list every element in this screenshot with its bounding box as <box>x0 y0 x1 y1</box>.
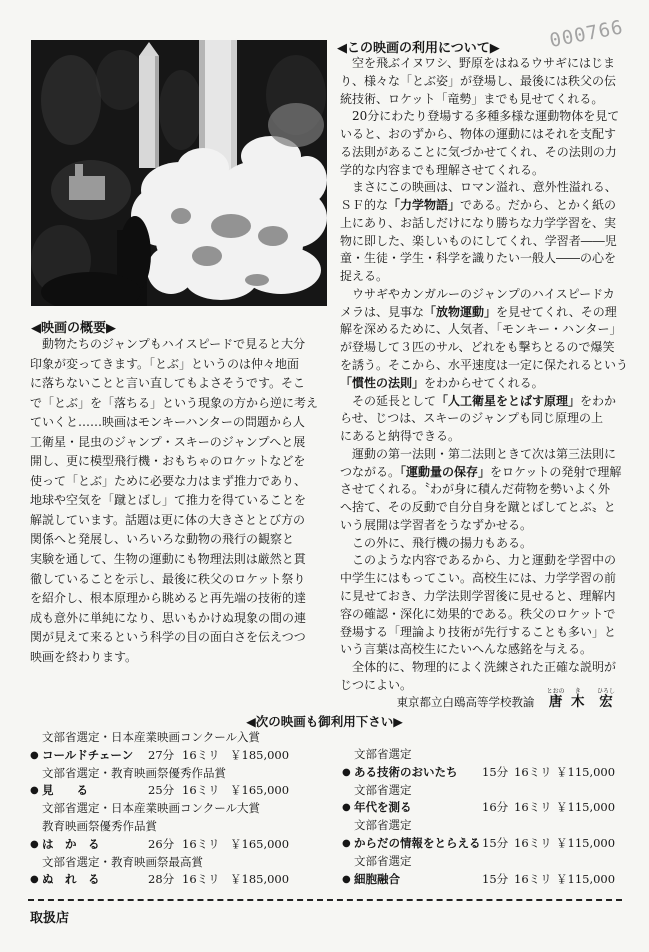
text-line: 徹していることを示し、最後に秩父のロケット祭り <box>30 571 306 586</box>
film-title: 見 る <box>42 783 88 798</box>
text-line: 捉える。 <box>340 269 389 284</box>
film-title: ぬ れ る <box>42 872 100 887</box>
text-line: 登場する「理論より技術が先行することも多い」と <box>340 624 617 639</box>
film-price: ￥115,000 <box>556 835 616 850</box>
text-line: 物に即した、楽しいものにしてくれ、学習者――児 <box>340 233 617 248</box>
text-line: 容の確認・深化に効果的である。秩父のロケットで <box>340 606 616 621</box>
rocket-launch-photo <box>31 40 327 306</box>
text-line: じつによい。 <box>340 677 413 692</box>
film-title: からだの情報をとらえる <box>354 835 481 850</box>
text-segment: をロケットの発射で理解 <box>490 464 622 479</box>
bullet-icon: ● <box>30 785 39 797</box>
text-line: 成も意外に単純になり、思いもかけぬ現象の間の連 <box>30 610 307 625</box>
film-title: は か る <box>42 836 100 851</box>
text-line: いう展開は学習者をうなずかせる。 <box>340 517 533 532</box>
film-duration: 28分 <box>148 872 175 887</box>
ruby-reading: ひろし <box>596 688 615 695</box>
text-line: 使って「とぶ」ために必要な力はまず推力であり、 <box>30 473 307 488</box>
bullet-icon: ● <box>30 749 39 761</box>
author-name <box>543 688 615 710</box>
film-price: ￥185,000 <box>230 872 290 887</box>
bullet-icon: ● <box>342 802 351 814</box>
text-line: 解説しています。話題は更に体の大きさととび方の <box>30 512 306 527</box>
text-line: 映画を終わります。 <box>30 649 138 664</box>
author-name-char: 宏ひろし <box>596 688 615 710</box>
text-line: 童・生徒・学生・科学を識りたい一般人――の心を <box>340 251 617 266</box>
text-segment: をわからせてくれる。 <box>424 375 544 390</box>
text-segment: である。だから、とかく紙の <box>460 198 617 213</box>
text-line: 統技術、ロケット「竜勢」までも見せてくれる。 <box>340 91 604 106</box>
text-line <box>340 375 630 393</box>
award-line: 文部省選定・教育映画祭最高賞 <box>42 854 203 869</box>
film-gauge: 16ミリ <box>182 747 220 762</box>
award-line: 文部省選定・教育映画祭優秀作品賞 <box>42 765 226 780</box>
text-segment: つながる。 <box>340 464 401 479</box>
text-line <box>340 304 630 322</box>
dashed-divider <box>28 899 622 901</box>
film-row <box>342 799 632 817</box>
film-row <box>342 835 632 853</box>
text-line: 実験を通して、生物の運動にも物理法則は厳然と貫 <box>30 552 306 567</box>
text-segment: その延長として <box>340 393 437 408</box>
text-line: 20分にわたり登場する多種多様な運動物体を見て <box>340 109 620 124</box>
ruby-reading: き <box>571 688 585 695</box>
film-duration: 15分 <box>482 835 509 850</box>
film-gauge: 16ミリ <box>182 836 220 851</box>
text-line: 運動の第一法則・第二法則ときて次は第三法則に <box>340 446 617 461</box>
film-gauge: 16ミリ <box>182 783 220 798</box>
text-line: らせ、じつは、スキーのジャンプも同じ原理の上 <box>340 411 604 426</box>
text-line: に落ちないことと言い直してもよさそうです。そこ <box>30 376 306 391</box>
text-line: このような内容であるから、力と運動を学習中の <box>340 553 617 568</box>
award-line: 文部省選定 <box>354 818 412 833</box>
text-segment: を見せてくれ、その理 <box>496 304 617 319</box>
text-line: 工衛星・昆虫のジャンプ・スキーのジャンプへと展 <box>30 434 306 449</box>
film-list-left <box>30 729 330 889</box>
film-price: ￥185,000 <box>230 747 290 762</box>
film-gauge: 16ミリ <box>514 835 552 850</box>
film-gauge: 16ミリ <box>514 800 552 815</box>
text-line <box>340 393 630 411</box>
text-line: で「とぶ」を「落ちる」という現象の方から逆に考え <box>30 395 319 410</box>
author-credit <box>397 688 615 710</box>
text-line: に見せておき、力学法則学習後に見せると、理解内 <box>340 588 616 603</box>
bullet-icon: ● <box>30 874 39 886</box>
ruby-reading: とおの <box>546 688 565 695</box>
text-line: が登場して３匹のサル、どれをも撃ちとるので爆笑 <box>340 340 615 355</box>
award-line: 文部省選定・日本産業映画コンクール入賞 <box>42 730 261 744</box>
text-segment: をわか <box>580 393 617 408</box>
film-price: ￥115,000 <box>556 764 616 779</box>
film-title: ある技術のおいたち <box>354 764 458 779</box>
text-line: 全体的に、物理的によく洗練された正確な説明が <box>340 660 617 675</box>
usage-body <box>340 55 630 695</box>
overview-heading: ◀映画の概要▶ <box>31 321 116 336</box>
film-price: ￥115,000 <box>556 871 616 886</box>
text-line: させてくれる。〝わが身に積んだ荷物を勢いよく外 <box>340 482 611 497</box>
text-line: へ捨て、その反動で自分自身を蹴とばしてとぶ〟と <box>340 500 616 515</box>
text-line: いう言葉は高校生にたいへんな感銘を与える。 <box>340 642 593 657</box>
more-films-heading: ◀次の映画も御利用下さい▶ <box>246 714 403 729</box>
archive-number-stamp: 000766 <box>547 16 626 52</box>
text-line: いると、おのずから、物体の運動にはそれを支配す <box>340 127 617 142</box>
film-row <box>30 836 330 854</box>
emphasized-term: 「運動量の保存」 <box>400 464 491 479</box>
award-line: 文部省選定 <box>354 853 412 868</box>
award-line: 教育映画祭優秀作品賞 <box>42 818 157 833</box>
film-gauge: 16ミリ <box>514 871 552 886</box>
film-row <box>342 764 632 782</box>
film-gauge: 16ミリ <box>514 764 552 779</box>
film-title: 細胞融合 <box>354 871 400 886</box>
text-line: 印象が変ってきます。「とぶ」というのは仲々地面 <box>30 356 300 371</box>
award-line: 文部省選定 <box>354 747 412 761</box>
rocket-body <box>139 42 159 168</box>
award-line: 文部省選定 <box>354 782 412 797</box>
text-line: 関が見えて来るという科学の目の面白さを伝えつつ <box>30 630 306 645</box>
text-line: る法則があることに気づかせてくれ、その法則の力 <box>340 144 617 159</box>
film-duration: 25分 <box>148 783 175 798</box>
bullet-icon: ● <box>30 838 39 850</box>
film-price: ￥115,000 <box>556 800 616 815</box>
text-line: 関係へと発展し、いろいろな動物の飛行の観察と <box>30 532 295 547</box>
text-line: 解を深めるために、人気者、「モンキー・ハンター」 <box>340 322 622 337</box>
film-duration: 26分 <box>148 836 175 851</box>
text-line: 地球や空気を「蹴とばし」て推力を得ていることを <box>30 493 307 508</box>
film-duration: 16分 <box>482 800 509 815</box>
film-row <box>30 871 330 889</box>
author-name-char: 木き <box>571 688 585 710</box>
film-list-right <box>342 746 632 888</box>
text-line: を誘う。そこから、水平速度は一定に保たれるという <box>340 358 629 373</box>
film-title: 年代を測る <box>354 800 412 815</box>
text-line: り、様々な「とぶ姿」が登場し、最後には秩父の伝 <box>340 73 617 88</box>
emphasized-term: 「力学物語」 <box>388 198 461 213</box>
film-price: ￥165,000 <box>230 836 290 851</box>
dealer-label: 取扱店 <box>30 911 70 926</box>
text-segment: ＳＦ的な <box>340 198 389 213</box>
text-line: にあると納得できる。 <box>340 429 461 444</box>
text-line: 開し、更に模型飛行機・おもちゃのロケットなどを <box>30 454 306 469</box>
overview-body <box>30 335 322 667</box>
emphasized-term: 「慣性の法則」 <box>340 375 425 390</box>
text-line: 動物たちのジャンプもハイスピードで見ると大分 <box>30 337 306 351</box>
text-line: まさにこの映画は、ロマン溢れ、意外性溢れる、 <box>340 180 617 195</box>
text-line: この外に、飛行機の揚力もある。 <box>340 535 533 550</box>
film-duration: 15分 <box>482 764 509 779</box>
emphasized-term: 「人工衛星をとばす原理」 <box>436 393 581 408</box>
author-affiliation: 東京都立白鴎高等学校教諭 <box>396 695 535 709</box>
author-name-char: 唐とおの <box>546 688 565 710</box>
upper-right-haze <box>268 103 324 147</box>
bullet-icon: ● <box>342 837 351 849</box>
text-line: 上にあり、お話しだけになり勝ちな力学学習を、実 <box>340 215 617 230</box>
film-gauge: 16ミリ <box>182 872 220 887</box>
film-price: ￥165,000 <box>230 783 290 798</box>
text-line <box>340 197 630 215</box>
text-line: 空を飛ぶイヌワシ、野原をはねるウサギにはじま <box>340 56 616 70</box>
bullet-icon: ● <box>342 766 351 778</box>
bullet-icon: ● <box>342 873 351 885</box>
text-line: 学的な内容までも理解させてくれる。 <box>340 162 545 177</box>
text-line: ウサギやカンガルーのジャンプのハイスピードカ <box>340 286 615 301</box>
text-line: を紹介し、根本原理から眺めると再先端の技術的達 <box>30 591 307 606</box>
usage-heading: ◀この映画の利用について▶ <box>337 41 500 56</box>
film-row <box>342 871 632 889</box>
film-row <box>30 747 330 765</box>
text-line: 中学生にはもってこい。高校生には、力学学習の前 <box>340 571 617 586</box>
film-title: コールドチェーン <box>42 747 134 762</box>
film-row <box>30 782 330 800</box>
text-segment: メラは、見事な <box>340 304 425 319</box>
text-line <box>340 464 630 482</box>
text-line: ていくと……映画はモンキーハンターの問題から人 <box>30 415 305 430</box>
award-line: 文部省選定・日本産業映画コンクール大賞 <box>42 801 261 816</box>
emphasized-term: 「放物運動」 <box>424 304 497 319</box>
film-duration: 15分 <box>482 871 509 886</box>
film-duration: 27分 <box>148 747 175 762</box>
